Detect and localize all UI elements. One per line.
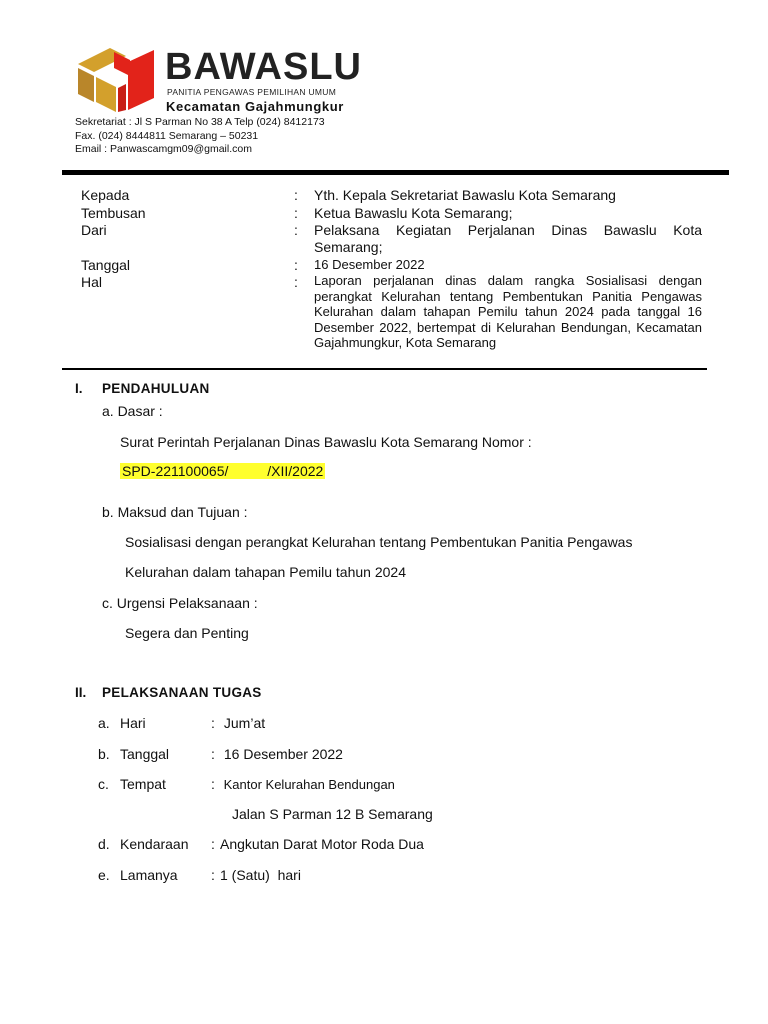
lamanya-label: Lamanya [120, 867, 178, 883]
header-divider [62, 368, 707, 370]
kepada-value: Yth. Kepala Sekretariat Bawaslu Kota Semarang [314, 187, 616, 203]
colon: : [294, 274, 298, 290]
hal-value: Laporan perjalanan dinas dalam rangka Sosialisasi dengan perangkat Kelurahan tentang Pembentukan Panitia Pengawas Kelurahan dalam tahapan Pemilu tahun 2024 pada tanggal 16 Desember 2022, bertempat di Kelurahan Bendungan, Kecamatan Gajahmungkur, Kota Semarang [314, 273, 702, 350]
dari-value: Pelaksana Kegiatan Perjalanan Dinas Bawaslu Kota Semarang; [314, 222, 702, 255]
urgensi-text: Segera dan Penting [125, 625, 249, 641]
item-letter: d. [98, 836, 110, 852]
hari-label: Hari [120, 715, 146, 731]
hari-value: Jum’at [220, 715, 266, 731]
colon: : [294, 257, 298, 273]
maksud-text-line1: Sosialisasi dengan perangkat Kelurahan tentang Pembentukan Panitia Pengawas [125, 534, 633, 550]
letterhead-divider [62, 170, 729, 175]
dasar-text: Surat Perintah Perjalanan Dinas Bawaslu Kota Semarang Nomor : [120, 434, 532, 450]
item-letter: b. [98, 746, 110, 762]
colon: : [211, 776, 215, 792]
tanggal-item-value: 16 Desember 2022 [220, 746, 343, 762]
logo-gold-left [78, 68, 94, 102]
colon: : [294, 222, 298, 238]
brand-subtitle: PANITIA PENGAWAS PEMILIHAN UMUM [167, 87, 337, 97]
section-title: PENDAHULUAN [102, 381, 210, 396]
lamanya-value: 1 (Satu) hari [220, 867, 301, 883]
urgensi-label: c. Urgensi Pelaksanaan : [102, 595, 258, 611]
bawaslu-logo [76, 46, 156, 114]
tanggal-value: 16 Desember 2022 [314, 257, 425, 272]
item-letter: a. [98, 715, 110, 731]
fax-line: Fax. (024) 8444811 Semarang – 50231 [75, 130, 259, 142]
tempat-label: Tempat [120, 776, 166, 792]
logo-red-tail [118, 84, 126, 112]
address-line: Sekretariat : Jl S Parman No 38 A Telp (024) 8412173 [75, 116, 325, 128]
kendaraan-value: Angkutan Darat Motor Roda Dua [220, 836, 424, 852]
email-line: Email : Panwascamgm09@gmail.com [75, 143, 252, 155]
colon: : [294, 205, 298, 221]
section-title: PELAKSANAAN TUGAS [102, 685, 262, 700]
item-letter: c. [98, 776, 109, 792]
colon: : [211, 715, 215, 731]
district-name: Kecamatan Gajahmungkur [166, 99, 344, 114]
spd-reference: SPD-221100065/ /XII/2022 [122, 463, 324, 479]
hal-label: Hal [81, 274, 103, 290]
maksud-label: b. Maksud dan Tujuan : [102, 504, 248, 520]
colon: : [294, 187, 298, 203]
colon: : [211, 867, 215, 883]
tempat-address: Jalan S Parman 12 B Semarang [232, 806, 433, 822]
logo-red-right [128, 50, 154, 110]
item-letter: e. [98, 867, 110, 883]
brand-name: BAWASLU [165, 46, 362, 88]
tempat-value: Kantor Kelurahan Bendungan [220, 777, 395, 792]
colon: : [211, 836, 215, 852]
colon: : [211, 746, 215, 762]
tembusan-label: Tembusan [81, 205, 146, 221]
dari-label: Dari [81, 222, 107, 238]
kepada-label: Kepada [81, 187, 130, 203]
section-number: I. [75, 381, 83, 396]
kendaraan-label: Kendaraan [120, 836, 189, 852]
section-number: II. [75, 685, 87, 700]
tanggal-label: Tanggal [81, 257, 131, 273]
logo-gold-front [96, 77, 116, 112]
dasar-label: a. Dasar : [102, 403, 163, 419]
maksud-text-line2: Kelurahan dalam tahapan Pemilu tahun 2024 [125, 564, 406, 580]
tanggal-item-label: Tanggal [120, 746, 170, 762]
tembusan-value: Ketua Bawaslu Kota Semarang; [314, 205, 513, 221]
